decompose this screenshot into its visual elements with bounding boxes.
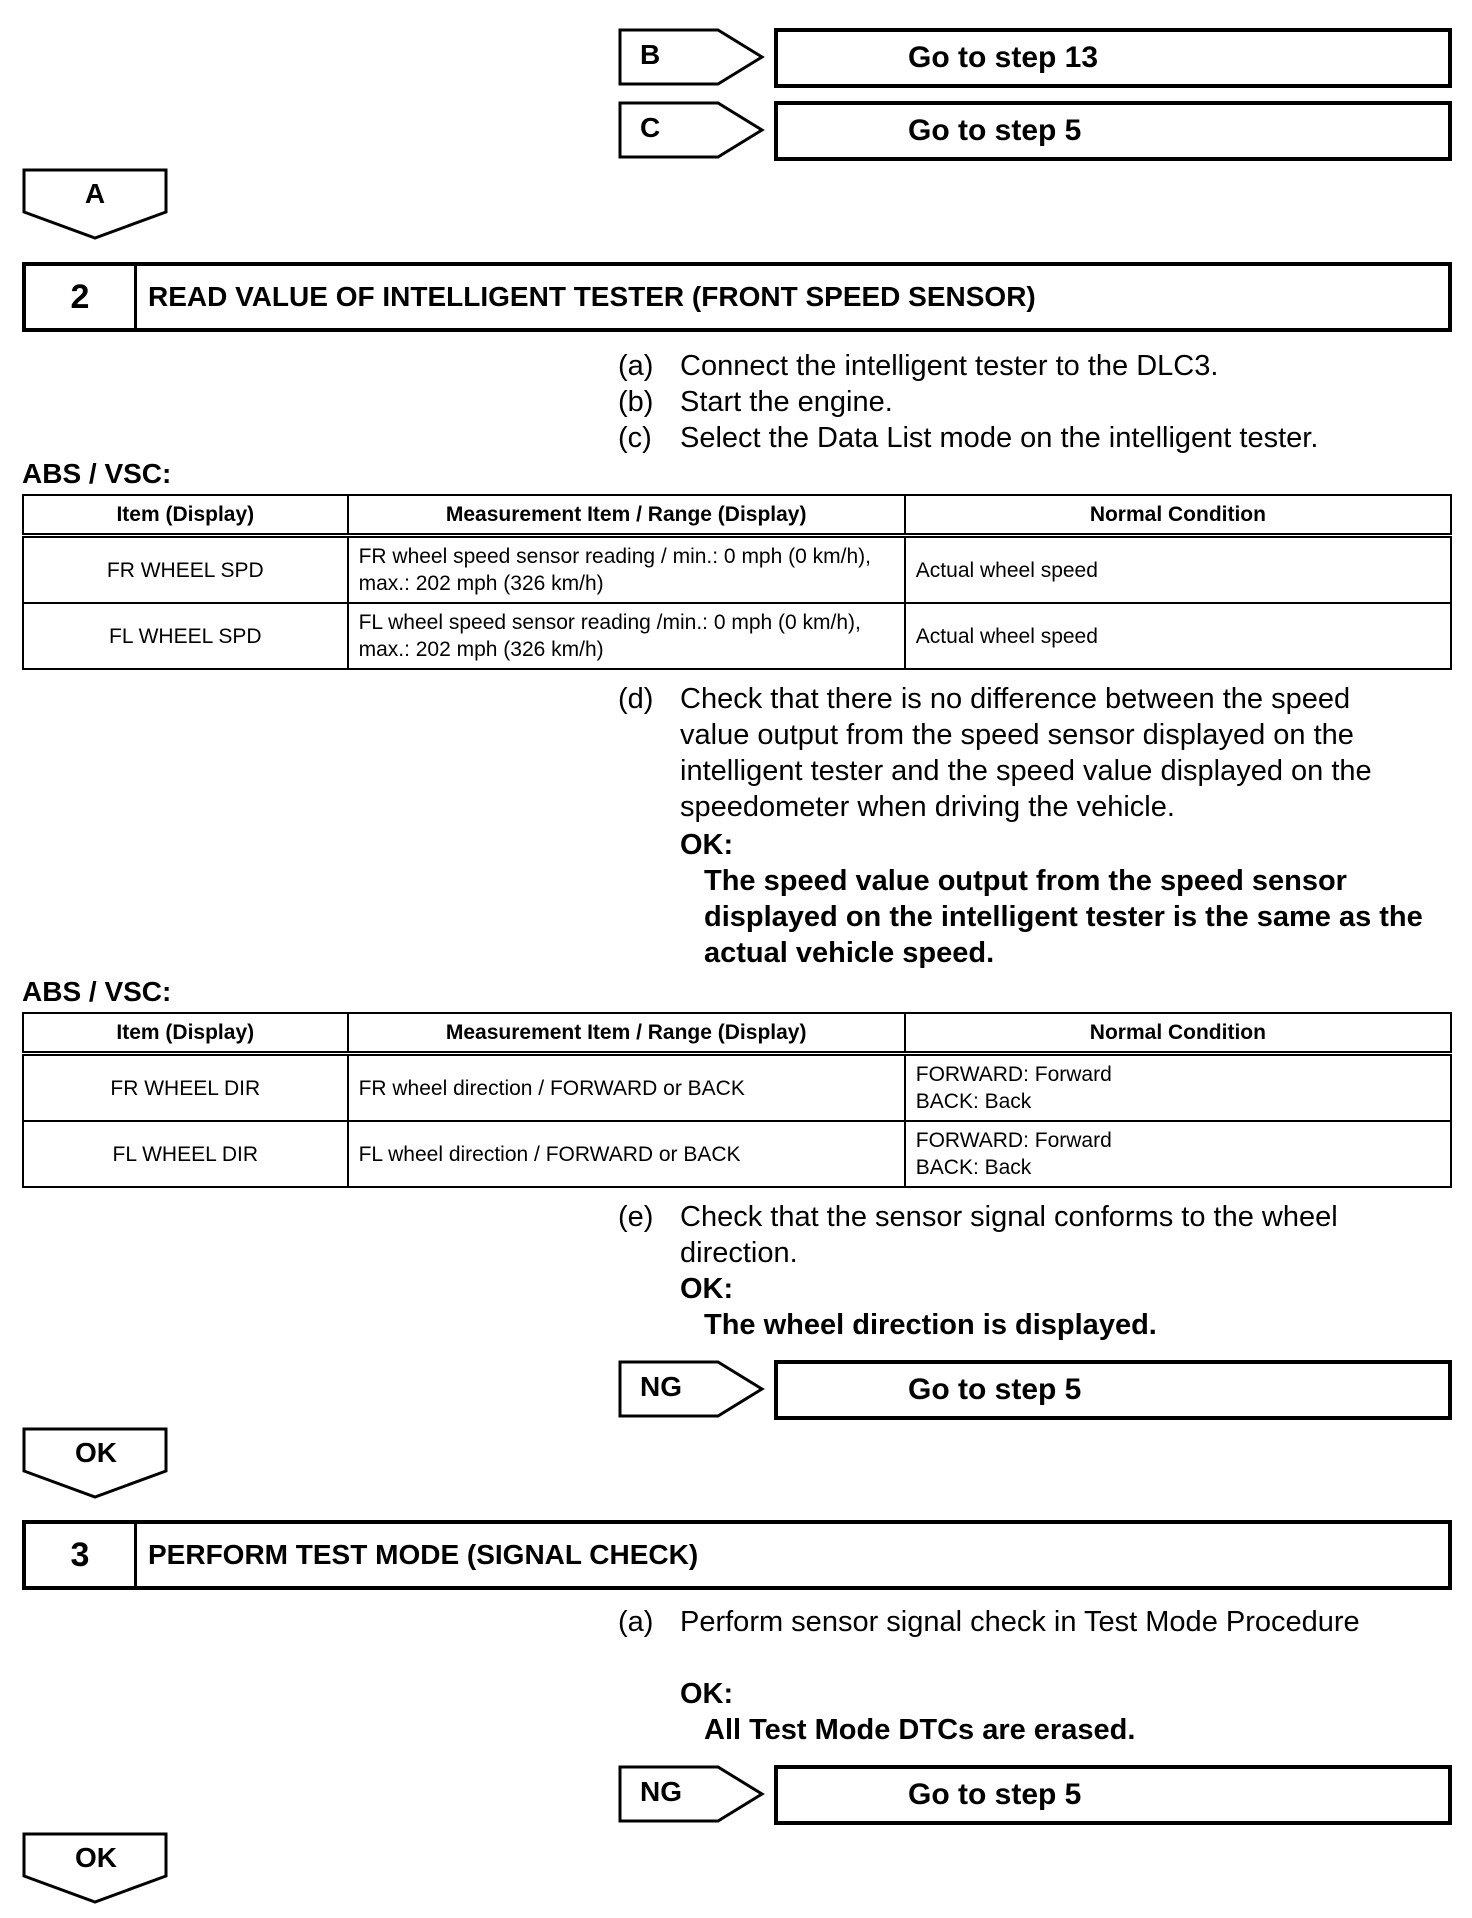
direction-data-table bbox=[22, 1012, 1452, 1188]
speed-data-table bbox=[22, 494, 1452, 670]
table-2-label: ABS / VSC: bbox=[22, 976, 172, 1007]
result-tag-label: OK bbox=[75, 1842, 117, 1873]
goto-step-5-link[interactable] bbox=[774, 1765, 1452, 1825]
item-cell: FL WHEEL DIR bbox=[23, 1121, 348, 1187]
table-1-label: ABS / VSC: bbox=[22, 458, 172, 489]
normal-cell: Actual wheel speed bbox=[905, 536, 1451, 604]
table-row bbox=[23, 536, 1451, 604]
result-tag-ok bbox=[22, 1832, 170, 1912]
instruction-mark: (b) bbox=[618, 386, 654, 418]
ok-condition: The wheel direction is displayed. bbox=[704, 1309, 1157, 1341]
branch-tag-ng bbox=[618, 1360, 766, 1418]
step-number: 2 bbox=[26, 266, 137, 328]
result-tag-a bbox=[22, 168, 170, 248]
goto-step-13-link[interactable] bbox=[774, 28, 1452, 88]
branch-tag-ng bbox=[618, 1765, 766, 1823]
instruction-text: Connect the intelligent tester to the DLC3. bbox=[680, 350, 1219, 382]
step-title: READ VALUE OF INTELLIGENT TESTER (FRONT SPEED SENSOR) bbox=[148, 281, 1036, 312]
column-header-item: Item (Display) bbox=[23, 495, 348, 536]
instruction-text: Check that there is no difference between the speed value output from the speed sensor displayed on the intelligent tester and the speed value displayed on the speedometer when driving the vehicle. bbox=[680, 683, 1372, 823]
instruction-mark: (d) bbox=[618, 683, 654, 715]
column-header-measurement: Measurement Item / Range (Display) bbox=[348, 495, 905, 536]
measurement-cell: FR wheel speed sensor reading / min.: 0 mph (0 km/h), max.: 202 mph (326 km/h) bbox=[348, 536, 905, 604]
ok-label: OK: bbox=[680, 1678, 734, 1710]
step-number: 3 bbox=[26, 1524, 137, 1586]
ok-label: OK: bbox=[680, 1273, 734, 1305]
goto-step-5-link[interactable] bbox=[774, 101, 1452, 161]
measurement-cell: FL wheel speed sensor reading /min.: 0 mph (0 km/h), max.: 202 mph (326 km/h) bbox=[348, 603, 905, 669]
instruction-mark: (a) bbox=[618, 350, 654, 382]
instruction-text: Select the Data List mode on the intelligent tester. bbox=[680, 422, 1319, 454]
branch-tag-label: NG bbox=[640, 1371, 682, 1402]
instruction-mark: (a) bbox=[618, 1606, 654, 1638]
goto-label: Go to step 5 bbox=[908, 1778, 1082, 1811]
step-3-header bbox=[22, 1520, 1452, 1590]
goto-step-5-link[interactable] bbox=[774, 1360, 1452, 1420]
result-tag-label: A bbox=[84, 178, 106, 209]
column-header-normal: Normal Condition bbox=[905, 495, 1451, 536]
table-row bbox=[23, 1054, 1451, 1122]
normal-cell: FORWARD: Forward BACK: Back bbox=[905, 1121, 1451, 1187]
normal-cell: Actual wheel speed bbox=[905, 603, 1451, 669]
table-row bbox=[23, 603, 1451, 669]
table-row bbox=[23, 1121, 1451, 1187]
measurement-cell: FR wheel direction / FORWARD or BACK bbox=[348, 1054, 905, 1122]
result-tag-ok bbox=[22, 1427, 170, 1507]
result-tag-label: OK bbox=[75, 1437, 117, 1468]
item-cell: FR WHEEL SPD bbox=[23, 536, 348, 604]
column-header-measurement: Measurement Item / Range (Display) bbox=[348, 1013, 905, 1054]
branch-tag-label: B bbox=[640, 39, 661, 70]
instruction-mark: (e) bbox=[618, 1201, 654, 1233]
ok-condition: All Test Mode DTCs are erased. bbox=[704, 1714, 1136, 1746]
instruction-text: Perform sensor signal check in Test Mode Procedure bbox=[680, 1606, 1360, 1638]
goto-label: Go to step 13 bbox=[908, 41, 1099, 74]
item-cell: FL WHEEL SPD bbox=[23, 603, 348, 669]
branch-tag-b bbox=[618, 28, 766, 86]
instruction-text: Check that the sensor signal conforms to the wheel direction. bbox=[680, 1201, 1338, 1269]
branch-tag-label: NG bbox=[640, 1776, 682, 1807]
goto-label: Go to step 5 bbox=[908, 1373, 1082, 1406]
branch-tag-label: C bbox=[640, 112, 661, 143]
step-2-header bbox=[22, 262, 1452, 332]
normal-cell: FORWARD: Forward BACK: Back bbox=[905, 1054, 1451, 1122]
step-title: PERFORM TEST MODE (SIGNAL CHECK) bbox=[148, 1539, 699, 1570]
item-cell: FR WHEEL DIR bbox=[23, 1054, 348, 1122]
column-header-item: Item (Display) bbox=[23, 1013, 348, 1054]
column-header-normal: Normal Condition bbox=[905, 1013, 1451, 1054]
ok-condition: The speed value output from the speed sensor displayed on the intelligent tester is the same as the actual vehicle speed. bbox=[704, 865, 1423, 969]
goto-label: Go to step 5 bbox=[908, 114, 1082, 147]
branch-tag-c bbox=[618, 101, 766, 159]
instruction-text: Start the engine. bbox=[680, 386, 893, 418]
ok-label: OK: bbox=[680, 829, 734, 861]
instruction-mark: (c) bbox=[618, 422, 652, 454]
measurement-cell: FL wheel direction / FORWARD or BACK bbox=[348, 1121, 905, 1187]
